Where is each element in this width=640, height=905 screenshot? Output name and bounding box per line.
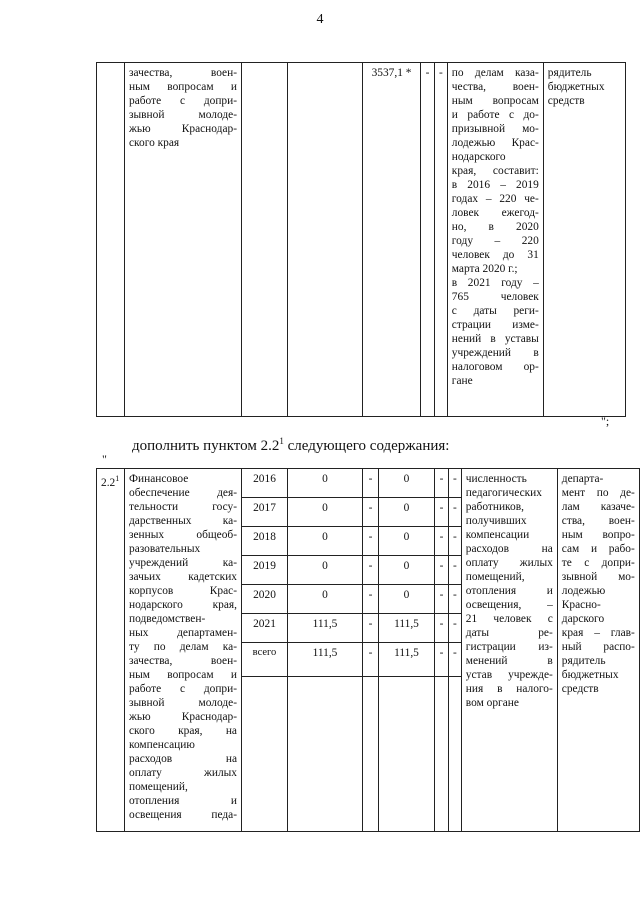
cell-total: 0 [288,556,363,585]
cell-year: всего [242,643,288,677]
cell-loc: - [435,643,449,677]
cell-indicator: по делам каза- чества, воен- ным вопросам и работе с до- призывной мо- лодежью Крас- нодарского края, составит: в 2016 – 2019 годах – 220 че- ловек ежегод- но, в 2020 году – 220 человек до 31 марта 2020 г.; в 2021 году – 765 человек с даты реги- страции изме- нений в уставы учреждений в налоговом ор- гане [447,63,543,417]
cell-loc: - [435,469,449,498]
cell-year: 2019 [242,556,288,585]
cell-other: - [449,469,462,498]
cell-total: 111,5 [288,643,363,677]
cell-executor: рядитель бюджетных средств [543,63,625,417]
cell-total: 0 [288,498,363,527]
cell-total: 111,5 [288,614,363,643]
cell-loc: - [435,614,449,643]
cell-reg: 0 [379,469,435,498]
cell-total: 0 [288,585,363,614]
cell-reg: 0 [379,498,435,527]
cell-year: 2020 [242,585,288,614]
opening-quote: " [102,452,107,466]
closing-quote: "; [601,414,610,428]
cell-loc: - [435,556,449,585]
cell-other: - [449,527,462,556]
cell-reg: 111,5 [379,614,435,643]
cell-empty [363,677,379,832]
cell-amount: 3537,1 * [363,63,421,417]
cell-other: - [449,585,462,614]
cell-reg: 0 [379,527,435,556]
cell-year: 2021 [242,614,288,643]
cell-empty [435,677,449,832]
cell-reg: 111,5 [379,643,435,677]
cell-name: зачества, воен- ным вопросам и работе с допри- зывной молоде- жью Краснодар- ского края [125,63,242,417]
cell-executor: департа- мент по де- лам казаче- ства, воен- ным вопро- сам и рабо- те с допри- зывной мо- лодежью Красно- дарского края – глав- ный распо- рядитель бюджетных средств [557,469,639,832]
cell-reg: 0 [379,556,435,585]
cell-total: 0 [288,469,363,498]
cell-reg: 0 [379,585,435,614]
cell-empty [242,677,288,832]
table-item-2-2-1 [96,468,640,832]
cell-empty [379,677,435,832]
cell-year [242,63,288,417]
cell-dash: - [421,63,435,417]
cell-name: Финансовое обеспечение дея- тельности госу- дарственных ка- зенных общеоб- разовательных учреждений ка- зачьих кадетских корпусов Крас- нодарского края, подведомствен- ных департамен- ту по делам ка- зачества, воен- ным вопросам и работе с допри- зывной молодe- жью Краснодар- ского края, на компенсацию расходов на оплату жилых помещений, отопления и освещения педа- [125,469,242,832]
cell-num: $2.2^1$ [97,469,125,832]
cell-fed: - [363,614,379,643]
cell-other: - [449,614,462,643]
cell-empty [288,677,363,832]
cell-other: - [449,556,462,585]
cell-fed: - [363,556,379,585]
table-continuation [96,62,626,417]
cell-total [288,63,363,417]
cell-other: - [449,498,462,527]
cell-loc: - [435,527,449,556]
cell-empty [449,677,462,832]
cell-num [97,63,125,417]
cell-other: - [449,643,462,677]
cell-fed: - [363,585,379,614]
cell-year: 2016 [242,469,288,498]
cell-year: 2018 [242,527,288,556]
cell-total: 0 [288,527,363,556]
page-number: 4 [316,12,324,27]
cell-fed: - [363,469,379,498]
cell-loc: - [435,585,449,614]
cell-fed: - [363,527,379,556]
cell-fed: - [363,498,379,527]
intro-text: дополнить пунктом $2.2^1$ следующего содержания: [132,436,450,454]
cell-year: 2017 [242,498,288,527]
cell-loc: - [435,498,449,527]
cell-dash: - [435,63,448,417]
cell-indicator: численность педагогических работников, получивших компенсации расходов на оплату жилых помещений, отопления и освещения, – 21 человек с даты ре- гистрации из- менений в устав учрежде- ния в налого- вом органе [461,469,557,832]
cell-fed: - [363,643,379,677]
